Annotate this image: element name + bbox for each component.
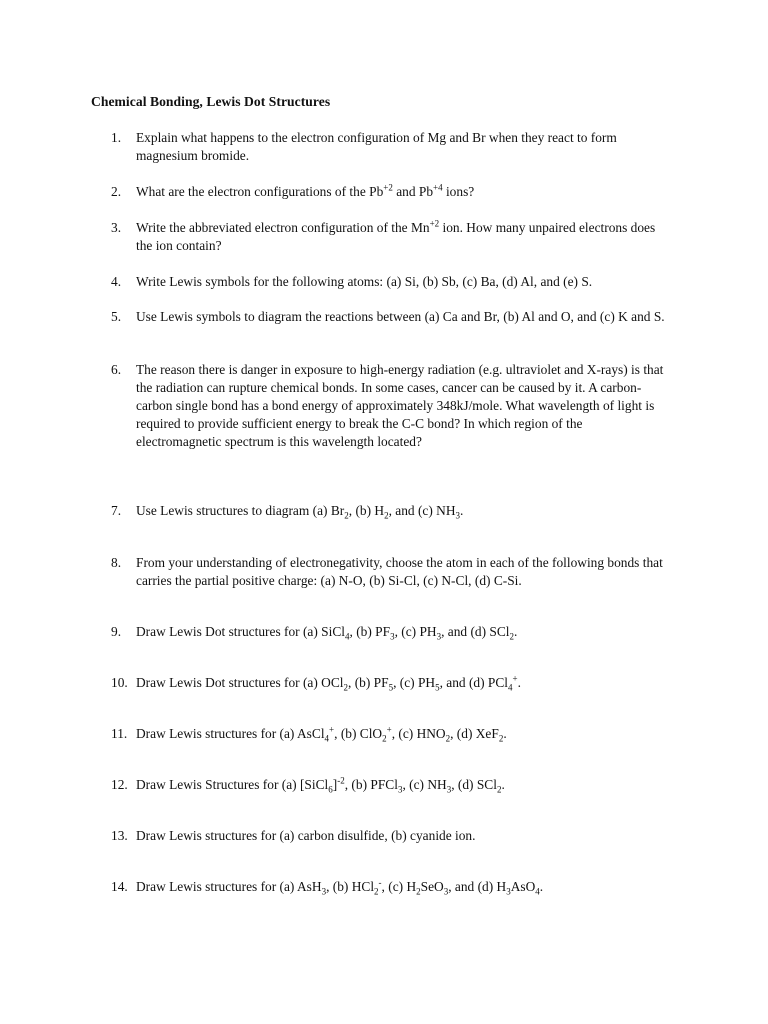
question-number: 7. [111, 503, 122, 518]
question-text: The reason there is danger in exposure to high-energy radiation (e.g. ultraviolet and X-rays) is that the radiation can rupture chemical bonds. In some cases, cancer can be caused by it. A carbon-carbon single bond has a bond energy of approximately 348kJ/mole. What wavelength of light is required to provide sufficient energy to break the C-C bond? In which region of the electromagnetic spectrum is this wavelength located? [136, 362, 664, 449]
question-number: 5. [111, 309, 122, 324]
question-10 [111, 674, 671, 692]
question-7 [111, 502, 671, 520]
question-number: 6. [111, 362, 122, 377]
question-number: 3. [111, 220, 122, 235]
question-number: 14. [111, 879, 128, 894]
question-13 [111, 827, 671, 845]
question-number: 1. [111, 130, 122, 145]
question-2 [111, 183, 671, 201]
question-text: Draw Lewis Structures for (a) [SiCl$_6$]$^{-2}$, (b) PFCl$_3$, (c) $NH_3$, (d) SCl$_2$. [136, 775, 505, 795]
question-number: 9. [111, 624, 122, 639]
question-12 [111, 776, 671, 794]
question-text: Draw Lewis Dot structures for (a) SiCl$_4$, (b) $PF_3$, (c) $PH_3$, and (d) SCl$_2$. [136, 624, 518, 642]
question-text: Draw Lewis structures for (a) AsCl$_4$+, (b) ClO$_2$+, (c) $HNO_2$, (d) XeF$_2$. [136, 724, 507, 744]
question-number: 4. [111, 274, 122, 289]
question-text: Write the abbreviated electron configuration of the $Mn^{+2}$ ion. How many unpaired electrons does the ion contain? [136, 218, 656, 253]
question-text: Write Lewis symbols for the following atoms: (a) Si, (b) Sb, (c) Ba, (d) Al, and (e) S. [136, 274, 593, 289]
question-text: Use Lewis structures to diagram (a) $Br_2$, (b) $H_2$, and (c) $NH_3$. [136, 503, 464, 521]
question-text: Draw Lewis structures for (a) carbon disulfide, (b) cyanide ion. [136, 828, 476, 843]
question-number: 11. [111, 726, 128, 741]
question-number: 8. [111, 555, 122, 570]
question-text: Explain what happens to the electron configuration of Mg and Br when they react to form magnesium bromide. [136, 130, 617, 163]
question-number: 13. [111, 828, 128, 843]
question-4 [111, 273, 671, 291]
question-number: 10. [111, 675, 128, 690]
question-number: 2. [111, 184, 122, 199]
question-1 [111, 129, 671, 165]
question-9 [111, 623, 671, 641]
question-3 [111, 219, 671, 255]
question-11 [111, 725, 671, 743]
question-number: 12. [111, 777, 128, 792]
question-text: Use Lewis symbols to diagram the reactions between (a) Ca and Br, (b) Al and O, and (c) K and S. [136, 309, 665, 324]
question-5 [111, 308, 671, 326]
question-14 [111, 878, 671, 896]
question-text: What are the electron configurations of the $Pb^{+2}$ and $Pb^{+4}$ ions? [136, 182, 475, 199]
question-text: Draw Lewis Dot structures for (a) OCl$_2$, (b) $PF_5$, (c) $PH_5$, and (d) PCl$_4$+. [136, 673, 521, 693]
document-title: Chemical Bonding, Lewis Dot Structures [91, 94, 331, 109]
question-text: Draw Lewis structures for (a) AsH$_3$, (b) HCl$_2$-, (c) $H_2SeO_3$, and (d) $H_3AsO_4$. [136, 877, 544, 897]
question-8 [111, 554, 671, 590]
question-text: From your understanding of electronegativity, choose the atom in each of the following bonds that carries the partial positive charge: (a) N-O, (b) Si-Cl, (c) N-Cl, (d) C-Si. [136, 555, 663, 588]
question-6 [111, 361, 671, 451]
